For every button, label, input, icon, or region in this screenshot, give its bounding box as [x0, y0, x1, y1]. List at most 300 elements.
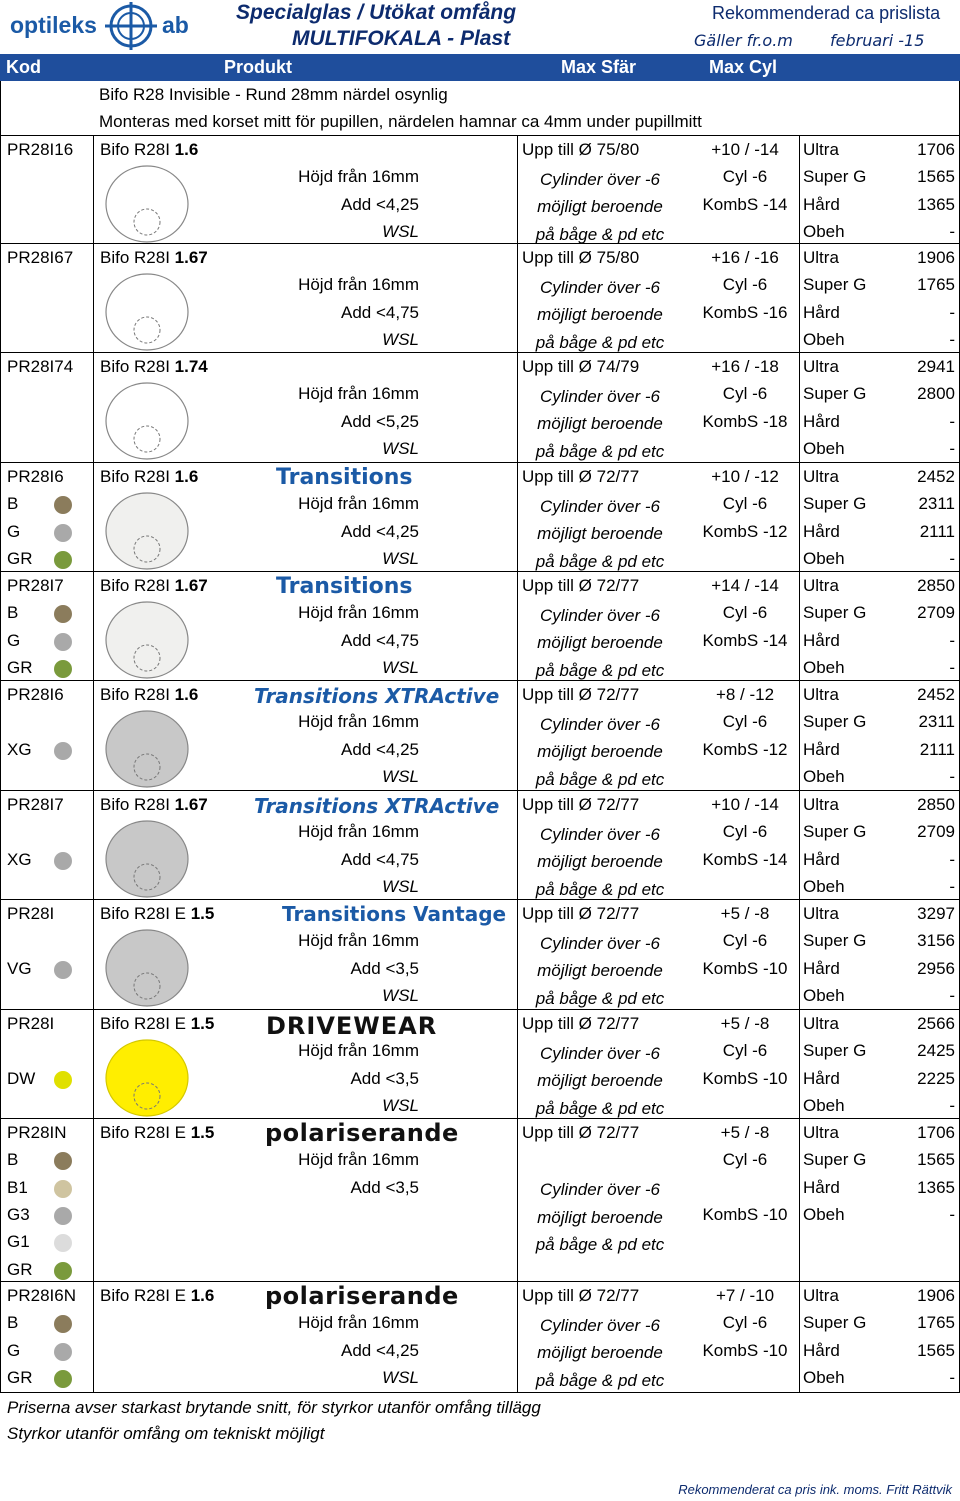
cylinder-note-1: Cylinder över -6 [540, 1044, 660, 1064]
material-0: Ultra [803, 904, 839, 923]
column-divider [93, 572, 94, 680]
material-1: Super G [803, 603, 867, 623]
column-divider [93, 136, 94, 243]
addition-range: Add <4,25 [341, 521, 419, 541]
column-divider [517, 136, 518, 243]
product-name [100, 140, 198, 160]
lens-illustration-icon [104, 164, 190, 244]
material-0: Ultra [803, 1014, 839, 1033]
price-1: 2800 [917, 384, 955, 404]
price-0: 1906 [917, 1286, 955, 1305]
product-index: 1.6 [174, 467, 199, 486]
wsl-label: WSL [382, 221, 419, 241]
price-2: 2111 [919, 521, 955, 541]
product-code: PR28I67 [7, 248, 74, 267]
price-1: 2311 [918, 494, 955, 514]
product-section [0, 463, 960, 572]
column-divider [799, 136, 800, 243]
price-2: 2111 [919, 739, 955, 759]
color-variant-code: GR [7, 657, 33, 677]
price-0: 1906 [917, 248, 955, 267]
product-name-prefix: Bifo R28I [100, 140, 175, 159]
company-logo [6, 2, 196, 50]
cylinder-note-2: möjligt beroende [537, 961, 663, 981]
color-variant-code: G [7, 1340, 21, 1360]
column-divider [517, 572, 518, 680]
transitions-logo: Transitions [276, 574, 413, 599]
lens-illustration-icon [104, 381, 190, 461]
cylinder-note-2: möjligt beroende [537, 1343, 663, 1363]
price-3: - [949, 221, 955, 241]
product-index: 1.67 [174, 795, 208, 814]
addition-range: Add <4,75 [341, 302, 419, 322]
color-variant-code: VG [7, 958, 32, 978]
column-divider [799, 791, 800, 899]
komb-sphere: KombS -14 [702, 849, 788, 869]
product-name [100, 1286, 214, 1306]
price-3: - [949, 876, 955, 896]
cylinder-note-3: på båge & pd etc [535, 1098, 665, 1118]
color-variant-code: B [7, 1313, 19, 1333]
product-code: PR28I6 [7, 467, 64, 486]
column-divider [517, 353, 518, 462]
cylinder-note-2: möjligt beroende [537, 305, 663, 325]
color-swatch-icon [54, 605, 72, 623]
price-0: 2452 [917, 467, 955, 486]
transitions-logo: Transitions [276, 465, 413, 490]
logo-text-left: optileks [10, 12, 97, 38]
komb-sphere: KombS -16 [702, 302, 788, 322]
material-0: Ultra [803, 357, 839, 376]
color-variant-code: XG [7, 739, 32, 759]
diameter-range: Upp till Ø 72/77 [522, 1123, 640, 1142]
cylinder-note-1: Cylinder över -6 [540, 497, 660, 517]
product-name-prefix: Bifo R28I E [100, 1123, 191, 1142]
cylinder-note-1: Cylinder över -6 [540, 1316, 660, 1336]
lens-illustration-icon [104, 491, 190, 571]
product-name-prefix: Bifo R28I [100, 357, 175, 376]
valid-from-label: Gäller fr.o.m [694, 31, 793, 50]
color-swatch-icon [54, 852, 72, 870]
diameter-range: Upp till Ø 75/80 [522, 248, 640, 267]
material-2: Hård [803, 630, 840, 650]
diameter-range: Upp till Ø 72/77 [522, 904, 640, 923]
diameter-range: Upp till Ø 72/77 [522, 1286, 640, 1305]
material-1: Super G [803, 384, 867, 404]
max-sphere: +14 / -14 [711, 576, 779, 595]
product-index: 1.6 [190, 1286, 215, 1305]
product-name [100, 1123, 214, 1143]
footer-note1: Priserna avser starkast brytande snitt, för styrkor utanför omfång tillägg [7, 1398, 541, 1417]
material-3: Obeh [803, 985, 845, 1005]
max-cylinder: Cyl -6 [722, 603, 768, 623]
product-section [0, 1010, 960, 1119]
color-variant-code: GR [7, 1367, 33, 1387]
height-from: Höjd från 16mm [298, 931, 419, 951]
diameter-range: Upp till Ø 72/77 [522, 467, 640, 486]
material-3: Obeh [803, 221, 845, 241]
column-divider [517, 1282, 518, 1392]
product-index: 1.67 [174, 248, 208, 267]
cylinder-note-3: på båge & pd etc [535, 1370, 665, 1390]
price-3: - [949, 329, 955, 349]
color-swatch-icon [54, 1370, 72, 1388]
height-from: Höjd från 16mm [298, 822, 419, 842]
price-1: 2709 [917, 603, 955, 623]
material-3: Obeh [803, 766, 845, 786]
material-1: Super G [803, 275, 867, 295]
column-divider [517, 1119, 518, 1281]
color-swatch-icon [54, 660, 72, 678]
price-2: - [949, 630, 955, 650]
max-cylinder: Cyl -6 [722, 1041, 768, 1061]
max-sphere: +5 / -8 [720, 1014, 770, 1033]
material-0: Ultra [803, 467, 839, 486]
max-cylinder: Cyl -6 [722, 931, 768, 951]
max-sphere: +10 / -14 [711, 140, 779, 159]
material-2: Hård [803, 411, 840, 431]
diameter-range: Upp till Ø 72/77 [522, 795, 640, 814]
cylinder-note-3: på båge & pd etc [535, 769, 665, 789]
komb-sphere: KombS -18 [702, 411, 788, 431]
price-3: - [949, 1367, 955, 1387]
material-2: Hård [803, 958, 840, 978]
height-from: Höjd från 16mm [298, 1150, 419, 1170]
product-name [100, 1014, 214, 1034]
material-3: Obeh [803, 438, 845, 458]
cylinder-note-1: Cylinder över -6 [540, 825, 660, 845]
product-index: 1.67 [174, 576, 208, 595]
color-swatch-icon [54, 961, 72, 979]
color-variant-code: G [7, 630, 21, 650]
material-3: Obeh [803, 1204, 845, 1224]
price-0: 3297 [917, 904, 955, 923]
price-3: - [949, 985, 955, 1005]
color-swatch-icon [54, 742, 72, 760]
header [0, 0, 960, 54]
color-variant-code: G1 [7, 1232, 30, 1252]
lens-illustration-icon [104, 1038, 190, 1118]
wsl-label: WSL [382, 876, 419, 896]
product-name [100, 576, 208, 596]
product-name [100, 248, 208, 268]
column-divider [517, 791, 518, 899]
color-swatch-icon [54, 1207, 72, 1225]
material-1: Super G [803, 167, 867, 187]
price-0: 2850 [917, 795, 955, 814]
price-list-label: Rekommenderad ca prislista [712, 3, 941, 23]
max-cylinder: Cyl -6 [722, 822, 768, 842]
max-cylinder: Cyl -6 [722, 494, 768, 514]
price-0: 2941 [917, 357, 955, 376]
title-line1: Specialglas / Utökat omfång [236, 1, 517, 24]
intro-block [0, 81, 960, 135]
column-divider [517, 900, 518, 1009]
komb-sphere: KombS -10 [702, 1068, 788, 1088]
column-divider [517, 244, 518, 352]
wsl-label: WSL [382, 438, 419, 458]
product-name [100, 795, 208, 815]
material-0: Ultra [803, 1286, 839, 1305]
addition-range: Add <4,25 [341, 1340, 419, 1360]
addition-range: Add <4,25 [341, 739, 419, 759]
addition-range: Add <5,25 [341, 411, 419, 431]
transitions-xtractive-logo: Transitions XTRActive [254, 794, 500, 818]
column-divider [517, 1010, 518, 1118]
price-0: 1706 [917, 1123, 955, 1142]
cylinder-note-2: möjligt beroende [537, 852, 663, 872]
product-section [0, 900, 960, 1010]
addition-range: Add <3,5 [350, 1068, 419, 1088]
komb-sphere: KombS -14 [702, 194, 788, 214]
max-cylinder: Cyl -6 [722, 167, 768, 187]
komb-sphere: KombS -12 [702, 521, 788, 541]
lens-illustration-icon [104, 928, 190, 1008]
wsl-label: WSL [382, 548, 419, 568]
color-swatch-icon [54, 1315, 72, 1333]
komb-sphere: KombS -10 [702, 1204, 788, 1224]
column-max-cyl: Max Cyl [709, 57, 778, 77]
cylinder-note-1: Cylinder över -6 [540, 606, 660, 626]
product-code: PR28IN [7, 1123, 67, 1142]
price-1: 1565 [917, 1150, 955, 1170]
height-from: Höjd från 16mm [298, 384, 419, 404]
max-sphere: +16 / -16 [711, 248, 779, 267]
logo-text-right: ab [162, 12, 189, 38]
cylinder-note-1: Cylinder över -6 [540, 278, 660, 298]
product-index: 1.74 [174, 357, 208, 376]
price-3: - [949, 548, 955, 568]
cylinder-note-2: möjligt beroende [537, 1207, 663, 1227]
title-line2: MULTIFOKALA - Plast [292, 27, 511, 50]
column-divider [93, 791, 94, 899]
price-2: 1565 [917, 1340, 955, 1360]
price-2: - [949, 849, 955, 869]
color-variant-code: B1 [7, 1177, 28, 1197]
height-from: Höjd från 16mm [298, 1041, 419, 1061]
column-divider [799, 463, 800, 571]
material-0: Ultra [803, 795, 839, 814]
color-variant-code: G [7, 521, 21, 541]
addition-range: Add <3,5 [350, 1177, 419, 1197]
cylinder-note-1: Cylinder över -6 [540, 1180, 660, 1200]
diameter-range: Upp till Ø 75/80 [522, 140, 640, 159]
product-name-prefix: Bifo R28I E [100, 1014, 191, 1033]
height-from: Höjd från 16mm [298, 494, 419, 514]
column-divider [799, 572, 800, 680]
material-3: Obeh [803, 1095, 845, 1115]
cylinder-note-3: på båge & pd etc [535, 660, 665, 680]
product-code: PR28I16 [7, 140, 74, 159]
column-divider [799, 1282, 800, 1392]
lens-illustration-icon [104, 600, 190, 680]
transitions-vantage-logo: Transitions Vantage [282, 902, 507, 926]
color-swatch-icon [54, 551, 72, 569]
intro-line2: Monteras med korset mitt för pupillen, närdelen hamnar ca 4mm under pupillmitt [99, 112, 702, 131]
material-3: Obeh [803, 657, 845, 677]
price-1: 2425 [917, 1041, 955, 1061]
column-divider [93, 244, 94, 352]
price-1: 2709 [917, 822, 955, 842]
intro-line1: Bifo R28 Invisible - Rund 28mm närdel osynlig [99, 85, 448, 104]
wsl-label: WSL [382, 657, 419, 677]
price-3: - [949, 657, 955, 677]
product-code: PR28I7 [7, 795, 64, 814]
material-2: Hård [803, 1177, 840, 1197]
material-1: Super G [803, 712, 867, 732]
max-sphere: +10 / -14 [711, 795, 779, 814]
max-sphere: +10 / -12 [711, 467, 779, 486]
material-1: Super G [803, 822, 867, 842]
column-max-sfar: Max Sfär [561, 57, 637, 77]
product-name [100, 357, 208, 377]
material-3: Obeh [803, 548, 845, 568]
cylinder-note-3: på båge & pd etc [535, 332, 665, 352]
material-1: Super G [803, 1313, 867, 1333]
material-3: Obeh [803, 876, 845, 896]
product-code: PR28I6N [7, 1286, 76, 1305]
footer-note2: Styrkor utanför omfång om tekniskt möjligt [7, 1424, 325, 1443]
product-section [0, 353, 960, 463]
komb-sphere: KombS -12 [702, 739, 788, 759]
product-name-prefix: Bifo R28I [100, 685, 175, 704]
wsl-label: WSL [382, 766, 419, 786]
product-code: PR28I [7, 1014, 55, 1033]
material-0: Ultra [803, 1123, 839, 1142]
column-header-bar [0, 54, 960, 81]
addition-range: Add <4,25 [341, 194, 419, 214]
product-section [0, 244, 960, 353]
price-3: - [949, 1095, 955, 1115]
wsl-label: WSL [382, 329, 419, 349]
price-0: 2566 [917, 1014, 955, 1033]
material-2: Hård [803, 1340, 840, 1360]
color-variant-code: GR [7, 1259, 33, 1279]
color-swatch-icon [54, 524, 72, 542]
color-swatch-icon [54, 496, 72, 514]
cylinder-note-1: Cylinder över -6 [540, 934, 660, 954]
product-index: 1.6 [174, 685, 199, 704]
max-cylinder: Cyl -6 [722, 275, 768, 295]
cylinder-note-2: möjligt beroende [537, 742, 663, 762]
price-2: 1365 [917, 194, 955, 214]
color-variant-code: GR [7, 548, 33, 568]
cylinder-note-2: möjligt beroende [537, 633, 663, 653]
product-index: 1.6 [174, 140, 199, 159]
material-0: Ultra [803, 576, 839, 595]
price-2: 2956 [917, 958, 955, 978]
color-swatch-icon [54, 1071, 72, 1089]
product-name-prefix: Bifo R28I [100, 576, 175, 595]
price-2: 2225 [917, 1068, 955, 1088]
price-2: - [949, 411, 955, 431]
footer-note3: Rekommenderat ca pris ink. moms. Fritt Rättvik [678, 1482, 952, 1497]
product-name-prefix: Bifo R28I [100, 795, 175, 814]
product-code: PR28I7 [7, 576, 64, 595]
height-from: Höjd från 16mm [298, 275, 419, 295]
material-2: Hård [803, 302, 840, 322]
material-0: Ultra [803, 140, 839, 159]
material-1: Super G [803, 1150, 867, 1170]
komb-sphere: KombS -10 [702, 1340, 788, 1360]
diameter-range: Upp till Ø 72/77 [522, 1014, 640, 1033]
product-index: 1.5 [190, 904, 215, 923]
addition-range: Add <4,75 [341, 849, 419, 869]
color-swatch-icon [54, 1152, 72, 1170]
lens-illustration-icon [104, 819, 190, 899]
color-swatch-icon [54, 1234, 72, 1252]
price-3: - [949, 1204, 955, 1224]
cylinder-note-3: på båge & pd etc [535, 988, 665, 1008]
material-1: Super G [803, 931, 867, 951]
column-produkt: Produkt [224, 57, 293, 77]
price-1: 1565 [917, 167, 955, 187]
cylinder-note-3: på båge & pd etc [535, 224, 665, 244]
color-swatch-icon [54, 1180, 72, 1198]
height-from: Höjd från 16mm [298, 167, 419, 187]
color-variant-code: B [7, 1150, 19, 1170]
color-variant-code: B [7, 494, 19, 514]
color-swatch-icon [54, 1262, 72, 1280]
material-3: Obeh [803, 1367, 845, 1387]
column-divider [93, 900, 94, 1009]
price-2: 1365 [917, 1177, 955, 1197]
max-sphere: +5 / -8 [720, 904, 770, 923]
material-2: Hård [803, 849, 840, 869]
product-index: 1.5 [190, 1123, 215, 1142]
column-kod: Kod [6, 57, 41, 77]
lens-illustration-icon [104, 272, 190, 352]
logo-compass-icon [105, 2, 157, 50]
column-divider [799, 681, 800, 790]
material-3: Obeh [803, 329, 845, 349]
height-from: Höjd från 16mm [298, 603, 419, 623]
column-divider [799, 900, 800, 1009]
cylinder-note-1: Cylinder över -6 [540, 170, 660, 190]
cylinder-note-2: möjligt beroende [537, 524, 663, 544]
product-name-prefix: Bifo R28I [100, 248, 175, 267]
max-sphere: +7 / -10 [715, 1286, 775, 1305]
product-name-prefix: Bifo R28I E [100, 1286, 191, 1305]
lens-illustration-icon [104, 709, 190, 789]
max-sphere: +8 / -12 [715, 685, 775, 704]
polarized-logo: polariserande [265, 1119, 459, 1147]
material-1: Super G [803, 1041, 867, 1061]
material-0: Ultra [803, 685, 839, 704]
cylinder-note-2: möjligt beroende [537, 197, 663, 217]
column-divider [799, 244, 800, 352]
price-3: - [949, 438, 955, 458]
max-cylinder: Cyl -6 [722, 1150, 768, 1170]
color-variant-code: B [7, 603, 19, 623]
material-2: Hård [803, 521, 840, 541]
diameter-range: Upp till Ø 72/77 [522, 685, 640, 704]
max-cylinder: Cyl -6 [722, 1313, 768, 1333]
max-cylinder: Cyl -6 [722, 384, 768, 404]
material-2: Hård [803, 194, 840, 214]
product-name-prefix: Bifo R28I [100, 467, 175, 486]
product-index: 1.5 [190, 1014, 215, 1033]
height-from: Höjd från 16mm [298, 1313, 419, 1333]
drivewear-logo: DRIVEWEAR [266, 1012, 438, 1040]
addition-range: Add <3,5 [350, 958, 419, 978]
material-2: Hård [803, 739, 840, 759]
price-1: 1765 [917, 275, 955, 295]
price-1: 1765 [917, 1313, 955, 1333]
product-name [100, 467, 198, 487]
price-1: 3156 [917, 931, 955, 951]
product-section [0, 1119, 960, 1282]
